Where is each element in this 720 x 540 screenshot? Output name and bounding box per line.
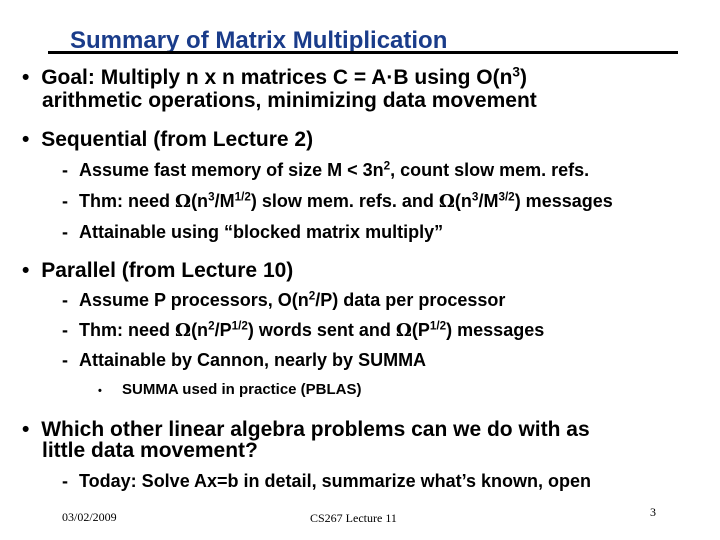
parallel-item-3 bbox=[62, 350, 426, 371]
slide-title: Summary of Matrix Multiplication bbox=[70, 27, 448, 54]
bullet-dot: • bbox=[22, 128, 30, 151]
parallel-item-1 bbox=[62, 290, 505, 311]
sequential-heading: Sequential (from Lecture 2) bbox=[41, 128, 314, 151]
seq1-sup: 2 bbox=[383, 159, 391, 173]
bullet-parallel bbox=[22, 259, 293, 283]
omega-symbol: Ω bbox=[438, 191, 455, 212]
seq2-sup3: 3 bbox=[471, 190, 479, 204]
dash: - bbox=[62, 222, 68, 242]
question-item-text: Today: Solve Ax=b in detail, summarize what’s known, open bbox=[79, 471, 591, 491]
par2-sup2: 1/2 bbox=[231, 319, 248, 333]
seq1-b: , count slow mem. refs. bbox=[390, 160, 590, 180]
par2-f: ) messages bbox=[446, 320, 545, 340]
footer-date: 03/02/2009 bbox=[62, 510, 117, 524]
sub-bullet-dot: • bbox=[98, 385, 102, 397]
sequential-item-1 bbox=[62, 160, 589, 181]
question-item bbox=[62, 471, 591, 492]
par2-a: Thm: need bbox=[79, 320, 176, 340]
title-underline bbox=[48, 51, 678, 54]
seq2-g: ) messages bbox=[514, 191, 613, 211]
footer-page-number: 3 bbox=[650, 505, 656, 519]
sequential-item-2 bbox=[62, 191, 613, 212]
goal-exponent: 3 bbox=[512, 64, 520, 80]
seq2-e: (n bbox=[454, 191, 472, 211]
seq2-sup1: 3 bbox=[208, 190, 215, 204]
seq2-c: /M bbox=[214, 191, 235, 211]
par2-sup1: 2 bbox=[208, 319, 215, 333]
parallel-heading: Parallel (from Lecture 10) bbox=[41, 259, 294, 282]
bullet-dot: • bbox=[22, 259, 30, 282]
question-text-1: Which other linear algebra problems can we do with as bbox=[41, 418, 590, 441]
bullet-goal-line2: arithmetic operations, minimizing data movement bbox=[42, 89, 537, 112]
par2-e: (P bbox=[411, 320, 430, 340]
seq3-a: Attainable using “blocked matrix multiply” bbox=[79, 222, 444, 242]
seq2-a: Thm: need bbox=[79, 191, 176, 211]
par2-sup3: 1/2 bbox=[429, 319, 447, 333]
goal-text-a: Goal: Multiply n x n matrices C = A·B using O(n bbox=[41, 66, 513, 89]
parallel-item-2 bbox=[62, 320, 544, 341]
par3-a: Attainable by Cannon, nearly by SUMMA bbox=[79, 350, 427, 370]
dash: - bbox=[62, 471, 68, 491]
seq2-d: ) slow mem. refs. and bbox=[250, 191, 439, 211]
seq2-f: /M bbox=[478, 191, 499, 211]
parallel-subitem bbox=[98, 381, 362, 398]
bullet-goal-line1 bbox=[22, 66, 527, 90]
bullet-question-line2: little data movement? bbox=[42, 439, 258, 462]
subitem-text: SUMMA used in practice (PBLAS) bbox=[122, 381, 362, 398]
omega-symbol: Ω bbox=[175, 191, 192, 212]
par1-a: Assume P processors, O(n bbox=[79, 290, 309, 310]
bullet-dot: • bbox=[22, 418, 30, 441]
dash: - bbox=[62, 350, 68, 370]
omega-symbol: Ω bbox=[175, 320, 192, 341]
seq2-b: (n bbox=[191, 191, 209, 211]
seq1-a: Assume fast memory of size M < 3n bbox=[79, 160, 384, 180]
dash: - bbox=[62, 191, 68, 211]
sequential-item-3 bbox=[62, 222, 443, 243]
par2-b: (n bbox=[191, 320, 209, 340]
dash: - bbox=[62, 160, 68, 180]
seq2-sup4: 3/2 bbox=[498, 190, 515, 204]
par2-c: /P bbox=[214, 320, 232, 340]
seq2-sup2: 1/2 bbox=[234, 190, 251, 204]
bullet-dot: • bbox=[22, 66, 30, 89]
dash: - bbox=[62, 290, 68, 310]
par1-b: /P) data per processor bbox=[315, 290, 506, 310]
par1-sup: 2 bbox=[308, 289, 316, 303]
dash: - bbox=[62, 320, 68, 340]
omega-symbol: Ω bbox=[395, 320, 412, 341]
par2-d: ) words sent and bbox=[247, 320, 396, 340]
goal-text-b: ) bbox=[519, 66, 527, 89]
bullet-sequential bbox=[22, 128, 313, 152]
footer-course: CS267 Lecture 11 bbox=[310, 511, 397, 525]
